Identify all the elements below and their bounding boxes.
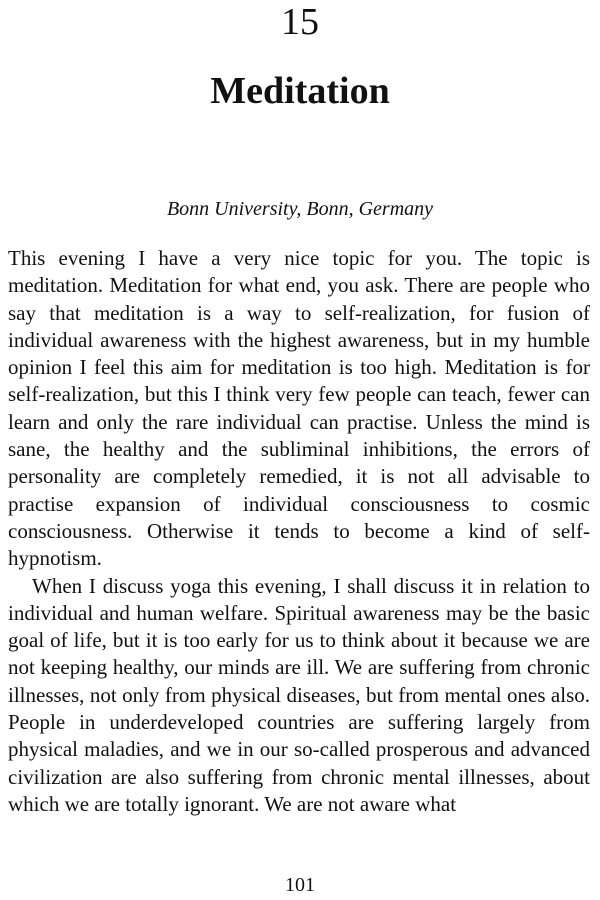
body-text (8, 245, 590, 818)
chapter-title: Meditation (210, 70, 390, 112)
chapter-number: 15 (281, 1, 319, 43)
paragraph-1: This evening I have a very nice topic for you. The topic is meditation. Meditation for what end, you ask. There are people who say that meditation is a way to self-realization, for fusion of individual awareness with the highest awareness, but in my humble opinion I feel this aim for meditation is too high. Meditation is for self-realization, but this I think very few people can teach, fewer can learn and only the rare individual can practise. Unless the mind is sane, the healthy and the subliminal inhibitions, the errors of personality are completely remedied, it is not all advisable to practise expansion of individual consciousness to cosmic consciousness. Otherwise it tends to become a kind of self-hypnotism. (8, 246, 590, 571)
page-number: 101 (285, 874, 315, 896)
paragraph-2: When I discuss yoga this evening, I shall discuss it in relation to individual and human welfare. Spiritual awareness may be the basic goal of life, but it is too early for us to think about it because we are not keeping healthy, our minds are ill. We are suffering from chronic illnesses, not only from physical diseases, but from mental ones also. People in underdeveloped countries are suffering largely from physical maladies, and we in our so-called prosperous and advanced civilization are also suffering from chronic mental illnesses, about which we are totally ignorant. We are not aware what (8, 573, 590, 816)
lecture-location: Bonn University, Bonn, Germany (166, 198, 434, 220)
